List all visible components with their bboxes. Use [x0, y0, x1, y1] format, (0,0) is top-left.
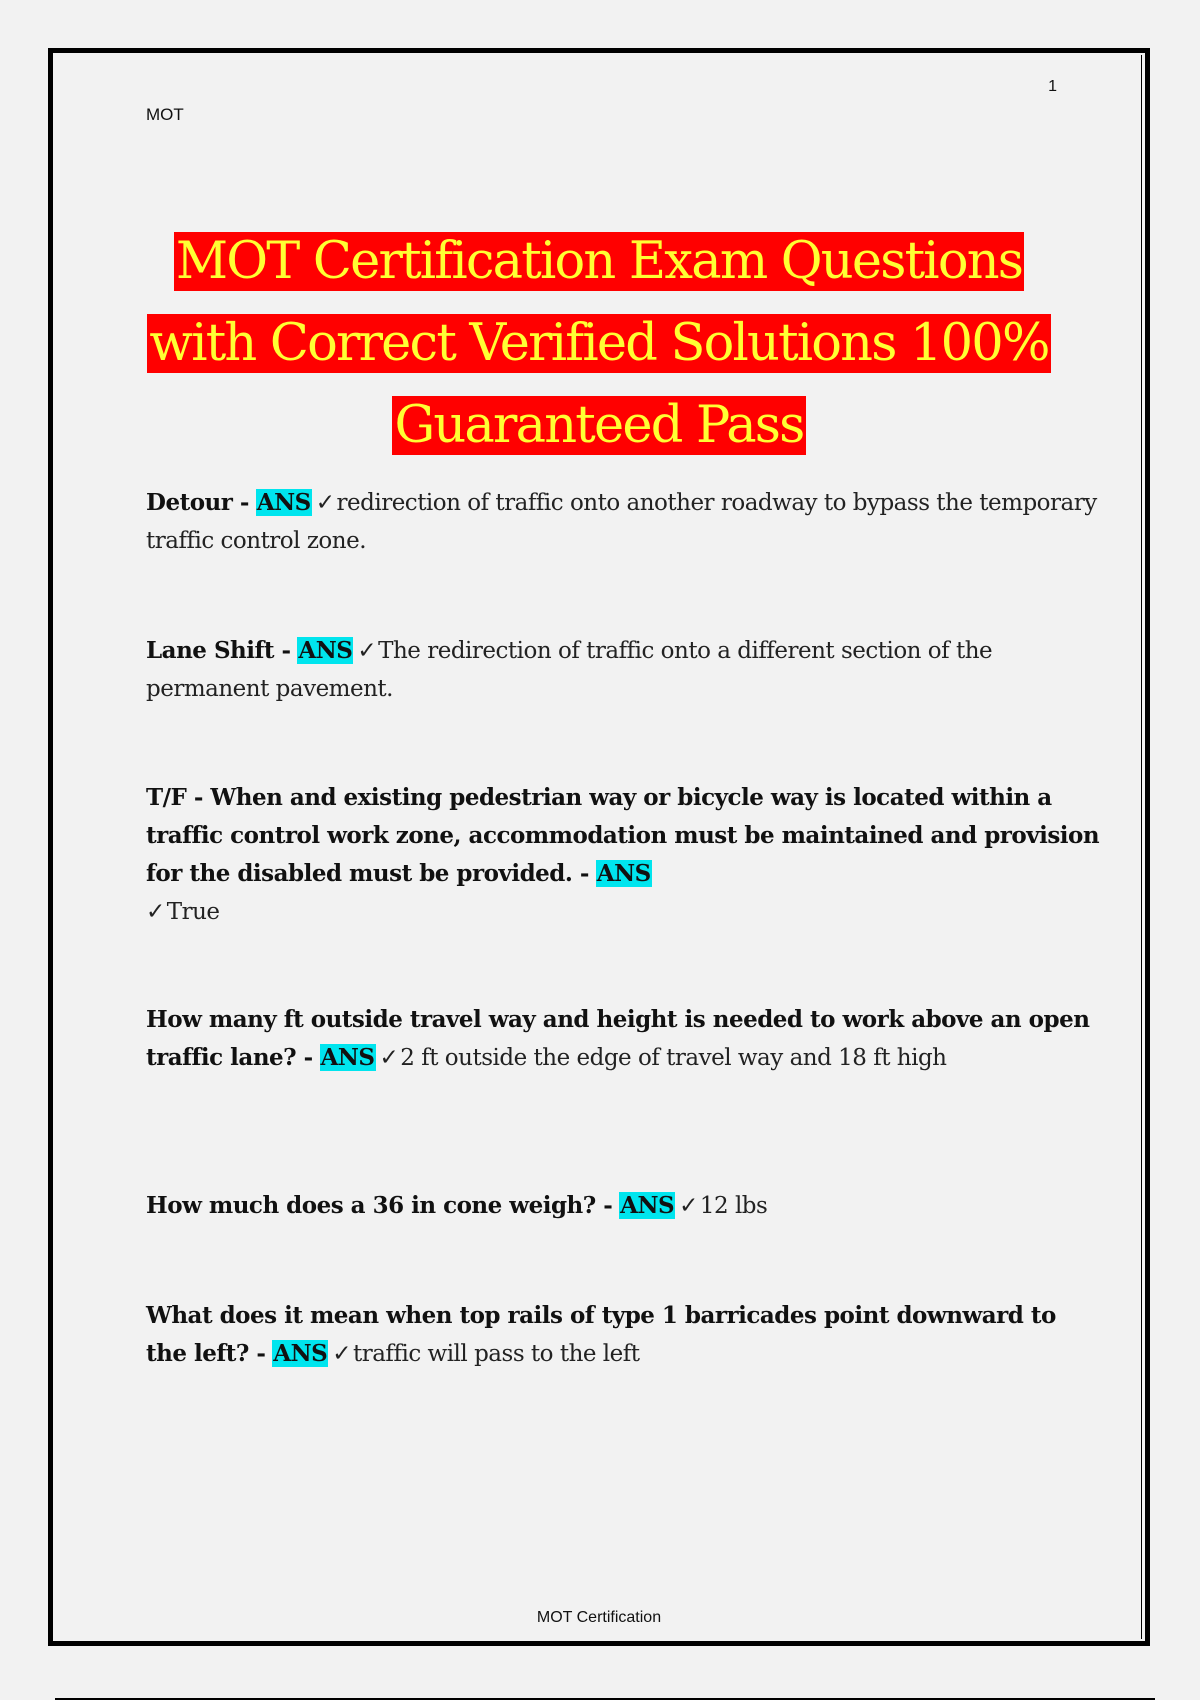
question-text: Detour - [146, 489, 249, 516]
check-icon: ✓ [379, 1045, 399, 1071]
check-icon: ✓ [679, 1193, 698, 1219]
answer-text: traffic will pass to the left [352, 1341, 640, 1367]
check-icon: ✓ [332, 1341, 351, 1367]
question-text: Lane Shift - [146, 637, 291, 664]
header-text: MOT [146, 105, 184, 124]
answer-text: redirection of traffic onto another roadway to bypass the temporary traffic control zone. [146, 490, 1097, 554]
title-line [93, 303, 1105, 385]
answer-text: 12 lbs [699, 1193, 768, 1219]
qa-item-detour [146, 484, 1101, 560]
ans-label: ANS [298, 637, 353, 664]
document-title [93, 221, 1105, 467]
answer-text: The redirection of traffic onto a different section of the permanent pavement. [146, 638, 993, 702]
qa-item-lane-shift [146, 632, 1101, 708]
title-line-text: with Correct Verified Solutions 100% [149, 314, 1049, 373]
ans-label: ANS [620, 1192, 675, 1219]
title-line-text: MOT Certification Exam Questions [175, 232, 1023, 291]
ans-label: ANS [273, 1340, 328, 1367]
question-text: What does it mean when top rails of type 1 barricades point downward to the left? - [146, 1302, 1056, 1367]
answer-text: 2 ft outside the edge of travel way and 18 ft high [400, 1045, 947, 1071]
ans-label: ANS [256, 489, 311, 516]
check-icon: ✓ [146, 899, 165, 925]
question-text: T/F - When and existing pedestrian way or bicycle way is located within a traffic control work zone, accommodation must be maintained and provision for the disabled must be provided. - [146, 784, 1100, 887]
title-line [93, 221, 1105, 303]
page-number: 1 [1048, 78, 1057, 95]
ans-label: ANS [596, 860, 651, 887]
answer-text: True [166, 899, 220, 925]
question-text: How many ft outside travel way and height is needed to work above an open traffic lane? - [146, 1006, 1090, 1071]
footer-text: MOT Certification [536, 1609, 662, 1626]
title-line-text: Guaranteed Pass [394, 396, 804, 455]
document-page [48, 48, 1150, 1646]
check-icon: ✓ [315, 490, 335, 516]
qa-item-work-height [146, 1001, 1101, 1077]
title-line [93, 385, 1105, 467]
question-text: How much does a 36 in cone weigh? - [146, 1192, 613, 1219]
ans-label: ANS [320, 1044, 375, 1071]
qa-item-cone-weight [146, 1187, 1101, 1225]
check-icon: ✓ [357, 638, 377, 664]
qa-item-pedestrian-way [146, 779, 1101, 931]
qa-item-barricade-rails [146, 1297, 1101, 1373]
